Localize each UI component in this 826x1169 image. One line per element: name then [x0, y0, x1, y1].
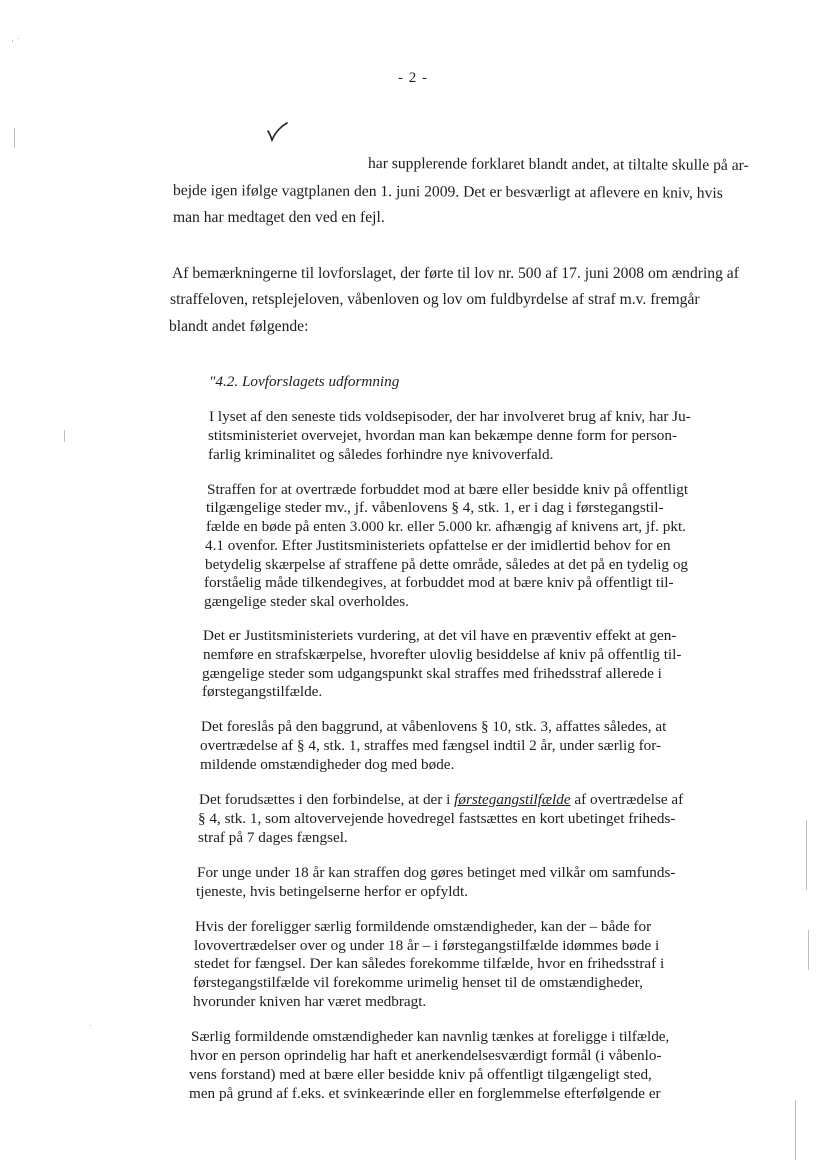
quote-line: hvor en person oprindelig har haft et anerkendelsesværdigt formål (i våbenlo- [190, 1047, 662, 1064]
emphasized-term: førstegangstilfælde [454, 791, 571, 808]
quote-line [199, 791, 683, 809]
quote-line: Hvis der foreligger særlig formildende omstændigheder, kan der – både for [195, 918, 652, 935]
quote-line: § 4, stk. 1, som altovervejende hovedregel fastsættes en kort ubetinget friheds- [198, 810, 676, 827]
intro-line: man har medtaget den ved en fejl. [173, 209, 385, 226]
quote-line: tjeneste, hvis betingelserne herfor er opfyldt. [196, 883, 469, 900]
quote-heading: "4.2. Lovforslagets udformning [209, 373, 400, 390]
quote-line: gængelige steder som udgangspunkt skal straffes med frihedsstraf allerede i [202, 665, 662, 682]
lead-line: straffeloven, retsplejeloven, våbenloven og lov om fuldbyrdelse af straf m.v. fremgår [170, 291, 700, 308]
quote-line: tilgængelige steder mv., jf. våbenlovens § 4, stk. 1, er i dag i førstegangstil- [206, 499, 664, 516]
quote-line: vens forstand) med at bære eller besidde kniv på offentligt tilgængeligt sted, [189, 1066, 652, 1083]
quote-line: nemføre en strafskærpelse, hvorefter ulovlig besiddelse af kniv på offentlig til- [203, 646, 682, 663]
lead-line: Af bemærkningerne til lovforslaget, der førte til lov nr. 500 af 17. juni 2008 om ændring af [172, 265, 739, 282]
quote-line: stedet for fængsel. Der kan således forekomme tilfælde, hvor en frihedsstraf i [194, 955, 665, 972]
quote-line: Det foreslås på den baggrund, at våbenlovens § 10, stk. 3, affattes således, at [201, 718, 667, 735]
check-mark-icon [266, 122, 288, 142]
sentence-end: af overtrædelse af [570, 791, 684, 808]
quote-line: Straffen for at overtræde forbuddet mod at bære eller besidde kniv på offentligt [207, 481, 689, 498]
quote-line: stitsministeriet overvejet, hvordan man kan bekæmpe denne form for person- [208, 427, 677, 444]
quote-line: For unge under 18 år kan straffen dog gøres betinget med vilkår om samfunds- [197, 864, 676, 881]
quote-line: førstegangstilfælde vil forekomme urimelig henset til de omstændigheder, [193, 974, 643, 991]
intro-line: har supplerende forklaret blandt andet, at tiltalte skulle på ar- [367, 155, 749, 174]
quote-line: I lyset af den seneste tids voldsepisoder, der har involveret brug af kniv, har Ju- [209, 408, 691, 425]
quote-line: farlig kriminalitet og således forhindre nye knivoverfald. [208, 446, 554, 463]
quote-line: 4.1 ovenfor. Efter Justitsministeriets opfattelse er der imidlertid behov for en [205, 537, 671, 554]
intro-line: bejde igen ifølge vagtplanen den 1. juni 2009. Det er besværligt at aflevere en kniv, hvis [172, 182, 723, 202]
lead-line: blandt andet følgende: [169, 318, 309, 335]
quote-line: gængelige steder skal overholdes. [204, 593, 409, 610]
quote-line: overtrædelse af § 4, stk. 1, straffes med fængsel indtil 2 år, under særlig for- [200, 737, 662, 754]
quote-line: mildende omstændigheder dog med bøde. [200, 756, 455, 773]
quote-line: straf på 7 dages fængsel. [198, 829, 348, 846]
quote-line: men på grund af f.eks. et svinkeærinde eller en forglemmelse efterfølgende er [189, 1085, 661, 1102]
quote-line: betydelig skærpelse af straffene på dette område, således at det på en tydelig og [205, 556, 689, 573]
quote-line: Det er Justitsministeriets vurdering, at det vil have en præventiv effekt at gen- [203, 627, 677, 644]
quote-line: Særlig formildende omstændigheder kan navnlig tænkes at foreligge i tilfælde, [191, 1028, 670, 1045]
page-number: - 2 - [398, 70, 428, 86]
quote-line: førstegangstilfælde. [202, 683, 323, 700]
sentence-start: Det forudsættes i den forbindelse, at der i [199, 791, 455, 808]
quote-line: fælde en bøde på enten 3.000 kr. eller 5.000 kr. afhængig af knivens art, jf. pkt. [206, 518, 686, 535]
quote-line: forståelig måde tilkendegives, at forbuddet mod at bære kniv på offentligt til- [204, 574, 674, 591]
quote-line: hvorunder kniven har været medbragt. [193, 993, 427, 1010]
quote-line: lovovertrædelser over og under 18 år – i førstegangstilfælde idømmes bøde i [194, 937, 660, 954]
